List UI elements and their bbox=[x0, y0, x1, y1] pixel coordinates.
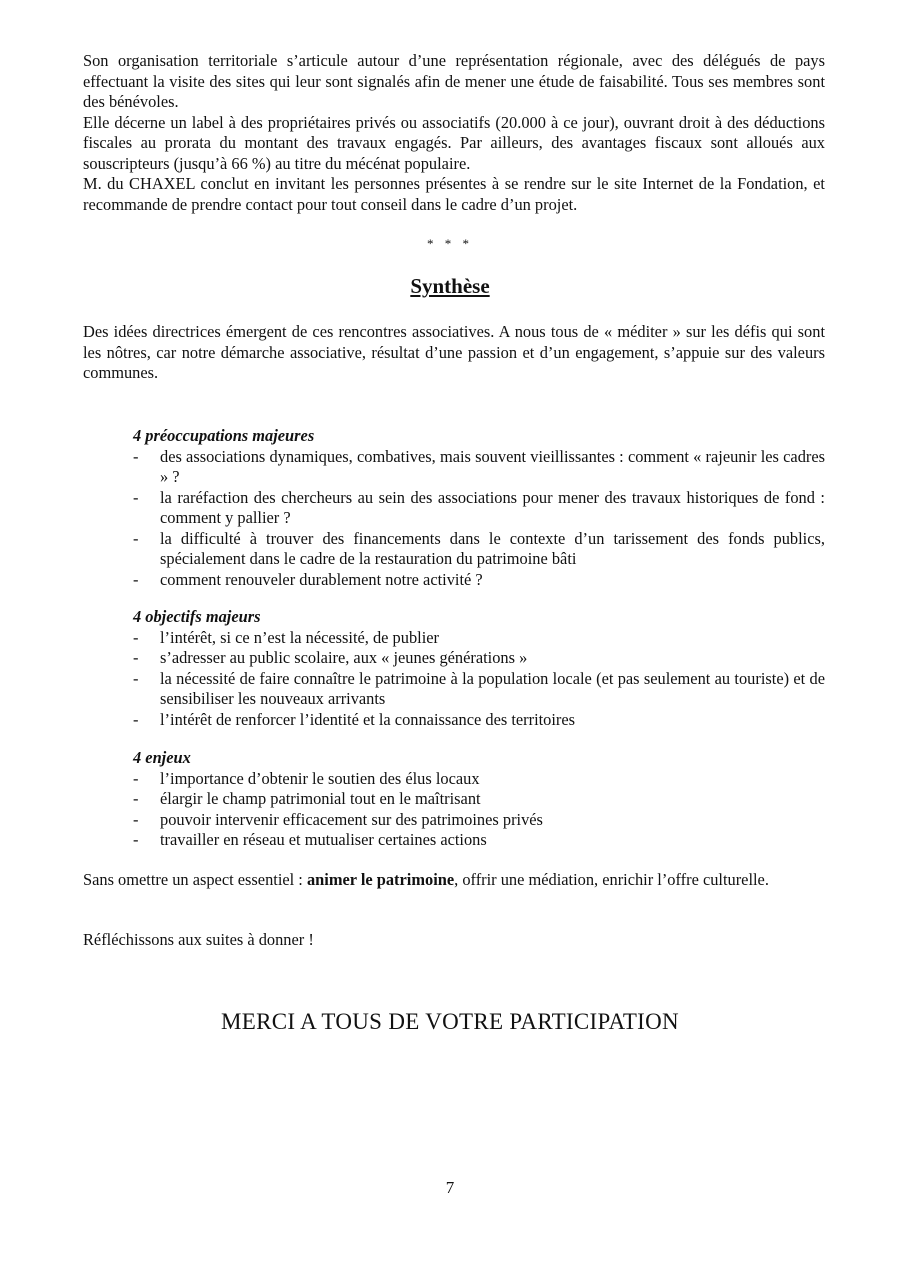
list-item bbox=[133, 447, 825, 488]
section-preoccupations bbox=[133, 426, 825, 590]
list-item-text: la difficulté à trouver des financements dans le contexte d’un tarissement des fonds publics, spécialement dans le cadre de la restauration du patrimoine bâti bbox=[160, 528, 825, 568]
dash-marker: - bbox=[133, 709, 139, 729]
list-item bbox=[133, 789, 825, 810]
summary-paragraph bbox=[83, 870, 825, 891]
section-enjeux bbox=[133, 748, 825, 851]
list-item-text: l’importance d’obtenir le soutien des élus locaux bbox=[160, 768, 480, 788]
list-item bbox=[133, 628, 825, 649]
dash-marker: - bbox=[133, 569, 139, 589]
list-item-text: travailler en réseau et mutualiser certaines actions bbox=[160, 830, 487, 849]
summary-text bbox=[83, 870, 825, 891]
dash-marker: - bbox=[133, 668, 139, 688]
list-item-text: élargir le champ patrimonial tout en le maîtrisant bbox=[160, 789, 481, 808]
dash-marker: - bbox=[133, 627, 139, 647]
list-item-text: comment renouveler durablement notre activité ? bbox=[160, 569, 483, 589]
section-separator: * * * bbox=[427, 236, 473, 251]
intro-paragraph-2: Elle décerne un label à des propriétaires privés ou associatifs (20.000 à ce jour), ouvrant droit à des déductions fiscales au prorata du montant des travaux engagés. Par ailleurs, des avantages fiscaux sont alloués aux souscripteurs (jusqu’à 66 %) au titre du mécénat populaire. bbox=[83, 112, 825, 173]
list-item-text: la raréfaction des chercheurs au sein des associations pour mener des travaux historiques de fond : comment y pallier ? bbox=[160, 487, 825, 527]
list-item-text: l’intérêt, si ce n’est la nécessité, de publier bbox=[160, 627, 439, 647]
list-item-text: la nécessité de faire connaître le patrimoine à la population locale (et pas seulement au touriste) et de sensibiliser les nouveaux arrivants bbox=[160, 668, 825, 708]
dash-marker: - bbox=[133, 446, 139, 466]
list-item-text: des associations dynamiques, combatives, mais souvent vieillissantes : comment « rajeunir les cadres » ? bbox=[160, 446, 825, 486]
bullet-list bbox=[133, 628, 825, 731]
list-item bbox=[133, 488, 825, 529]
dash-marker: - bbox=[133, 789, 139, 808]
closing-message: MERCI A TOUS DE VOTRE PARTICIPATION bbox=[221, 1009, 679, 1034]
dash-marker: - bbox=[133, 809, 139, 829]
list-item bbox=[133, 769, 825, 790]
summary-before: Sans omettre un aspect essentiel : bbox=[83, 870, 307, 889]
list-item-text: l’intérêt de renforcer l’identité et la connaissance des territoires bbox=[160, 709, 576, 729]
dash-marker: - bbox=[133, 648, 139, 667]
dash-marker: - bbox=[133, 830, 139, 849]
page-title: Synthèse bbox=[410, 274, 490, 298]
list-item bbox=[133, 830, 825, 851]
list-item bbox=[133, 648, 825, 669]
reflection-paragraph bbox=[83, 930, 825, 951]
summary-emphasis: animer le patrimoine bbox=[306, 870, 455, 889]
dash-marker: - bbox=[133, 528, 139, 548]
list-item bbox=[133, 529, 825, 570]
page-number: 7 bbox=[445, 1178, 455, 1197]
section-heading: 4 enjeux bbox=[133, 748, 191, 767]
section-heading: 4 préoccupations majeures bbox=[133, 426, 315, 445]
lead-paragraph bbox=[83, 322, 825, 384]
list-item bbox=[133, 570, 825, 591]
list-item-text: pouvoir intervenir efficacement sur des patrimoines privés bbox=[160, 809, 543, 829]
list-item bbox=[133, 810, 825, 831]
section-objectifs bbox=[133, 607, 825, 730]
bullet-list bbox=[133, 447, 825, 591]
bullet-list bbox=[133, 769, 825, 851]
intro-paragraph-3: M. du CHAXEL conclut en invitant les personnes présentes à se rendre sur le site Internet de la Fondation, et recommande de prendre contact pour tout conseil dans le cadre d’un projet. bbox=[83, 174, 825, 214]
summary-after: , offrir une médiation, enrichir l’offre culturelle. bbox=[454, 870, 769, 889]
lead-text: Des idées directrices émergent de ces rencontres associatives. A nous tous de « méditer » sur les défis qui sont les nôtres, car notre démarche associative, résultat d’une passion et d’un engagement, s’appuie sur des valeurs communes. bbox=[83, 322, 825, 382]
dash-marker: - bbox=[133, 487, 139, 507]
section-heading: 4 objectifs majeurs bbox=[133, 607, 261, 626]
list-item-text: s’adresser au public scolaire, aux « jeunes générations » bbox=[160, 648, 528, 667]
list-item bbox=[133, 710, 825, 731]
dash-marker: - bbox=[133, 768, 139, 788]
list-item bbox=[133, 669, 825, 710]
intro-text bbox=[83, 51, 825, 215]
reflection-text: Réfléchissons aux suites à donner ! bbox=[83, 930, 314, 949]
intro-paragraph-1: Son organisation territoriale s’articule autour d’une représentation régionale, avec des délégués de pays effectuant la visite des sites qui leur sont signalés afin de mener une étude de faisabilité. Tous ses membres sont des bénévoles. bbox=[83, 51, 825, 111]
